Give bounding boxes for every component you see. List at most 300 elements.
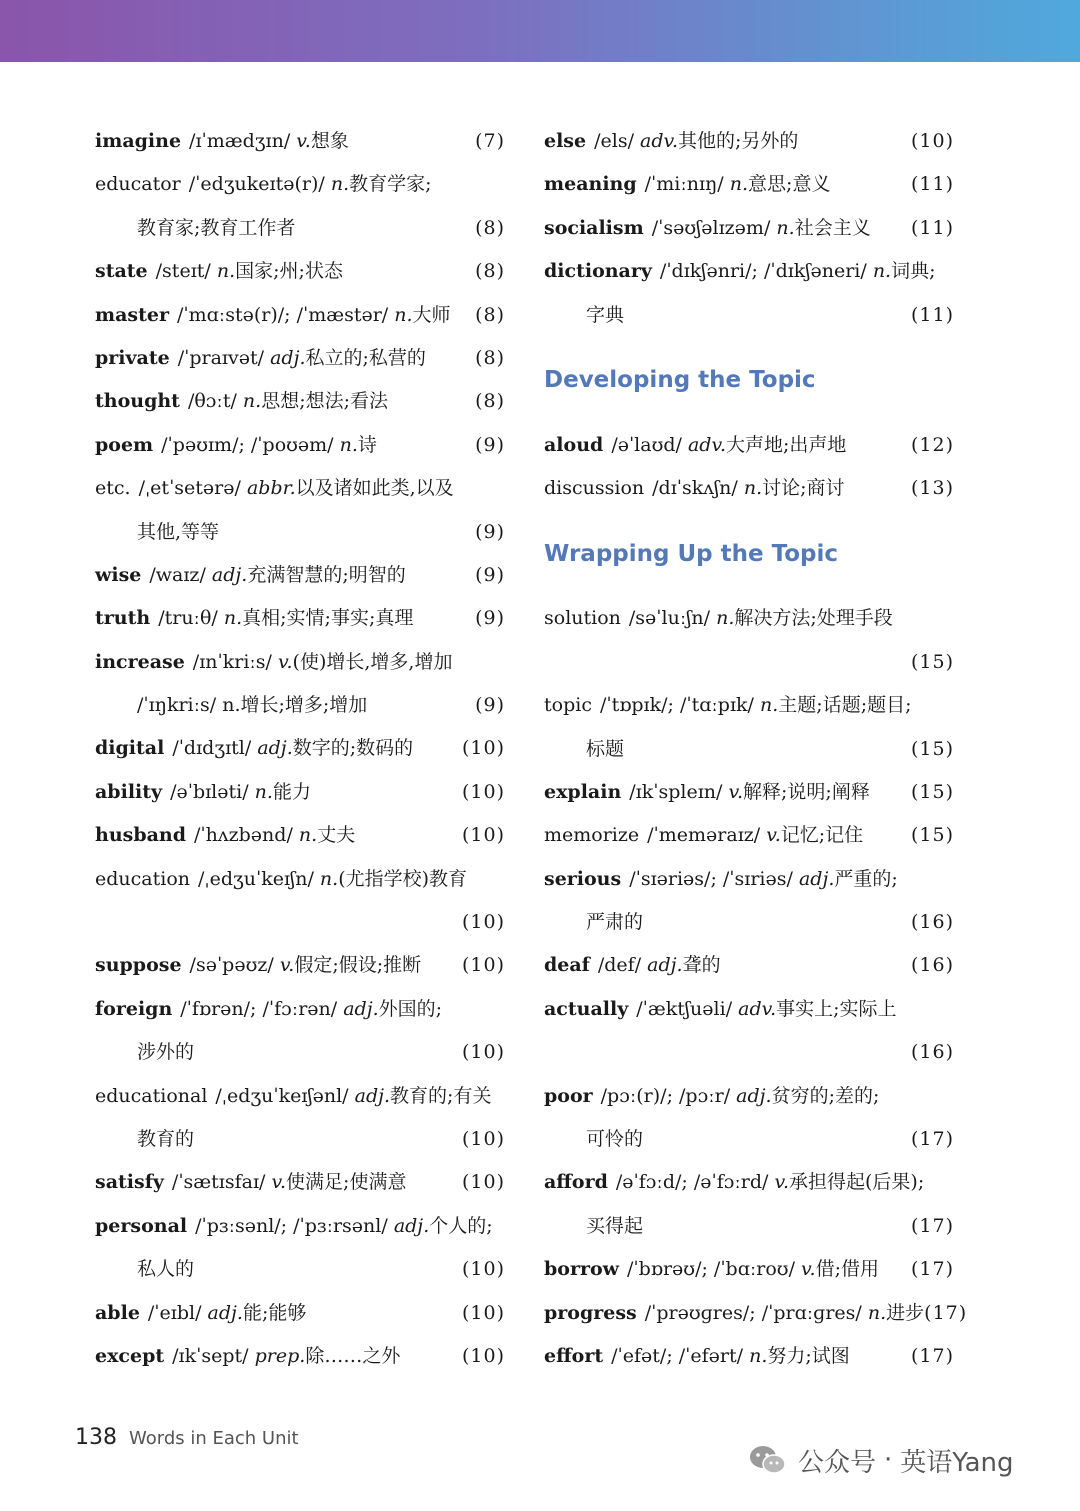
entry-content — [95, 380, 457, 423]
entry-word: imagine — [95, 130, 182, 152]
entry-page-ref: (10) — [461, 1041, 505, 1064]
entry-phonetic: /dɪˈskʌʃn/ — [652, 477, 738, 500]
entry-page-ref: (17) — [910, 1214, 954, 1237]
entry-meaning: 大声地;出声地 — [726, 433, 847, 456]
entry-content — [95, 120, 457, 163]
entry-content — [544, 250, 936, 293]
entry-page-ref: (11) — [910, 303, 954, 326]
entry-word: suppose — [95, 954, 182, 977]
entry-pos: n. — [867, 1301, 887, 1324]
entry-page-ref: (17) — [910, 1344, 954, 1367]
entry-content — [95, 163, 457, 206]
continuation-text: 私人的 — [137, 1258, 195, 1281]
entry-pos: n. — [729, 173, 749, 196]
vocab-entry — [544, 1161, 954, 1204]
entry-phonetic: /ˈmiːnɪŋ/ — [644, 173, 724, 196]
vocab-entry — [544, 1292, 968, 1335]
entry-phonetic: /ˈbɒrəʊ/; /ˈbɑːroʊ/ — [627, 1258, 795, 1281]
entry-content — [95, 988, 457, 1031]
entry-word: digital — [95, 737, 165, 760]
right-column — [544, 120, 968, 1378]
entry-page-ref: (8) — [475, 390, 505, 413]
entry-word: state — [95, 260, 148, 283]
entry-pos: n. — [776, 216, 795, 239]
entry-meaning: 诗 — [357, 433, 377, 456]
entry-meaning: 以及诸如此类,以及 — [295, 477, 454, 500]
entry-word: effort — [544, 1344, 604, 1367]
entry-phonetic: /səˈpəʊz/ — [189, 954, 274, 977]
entry-meaning: 私立的;私营的 — [305, 346, 426, 369]
vocab-entry — [95, 814, 505, 857]
entry-pos: n. — [254, 780, 273, 803]
entry-content — [544, 1292, 924, 1335]
vocab-entry — [95, 120, 505, 163]
entry-phonetic: /ˈpɜːsənl/; /ˈpɜːrsənl/ — [195, 1214, 388, 1237]
entry-pos: n. — [749, 1344, 768, 1367]
entry-content — [95, 858, 467, 901]
entry-page-ref: (15) — [910, 650, 954, 673]
entry-pos: v. — [296, 130, 311, 152]
entry-page-ref: (10) — [910, 130, 954, 152]
entry-content — [95, 424, 457, 467]
entry-word: meaning — [544, 173, 637, 196]
vocab-entry — [95, 337, 505, 380]
entry-content — [544, 1248, 906, 1291]
entry-word: foreign — [95, 997, 173, 1020]
entry-phonetic: /truːθ/ — [158, 607, 218, 630]
vocab-entry — [95, 988, 505, 1031]
vocab-entry — [544, 120, 954, 163]
entry-word: memorize — [544, 824, 640, 847]
page-number: 138 — [75, 1425, 117, 1450]
entry-phonetic: /ˈsætɪsfaɪ/ — [171, 1171, 266, 1194]
entry-phonetic: /ˌedʒuˈkeɪʃənl/ — [215, 1084, 349, 1107]
entry-content — [95, 597, 457, 640]
entry-content — [544, 988, 906, 1031]
entry-page-ref: (10) — [461, 737, 505, 760]
entry-phonetic: /ˈmɑːstə(r)/; /ˈmæstər/ — [177, 303, 389, 326]
entry-pos: n. — [330, 173, 350, 196]
entry-meaning: 社会主义 — [794, 216, 871, 239]
entry-pos: n. — [716, 607, 735, 630]
entry-phonetic: /ˈæktʃuəli/ — [636, 997, 733, 1020]
continuation-text: 字典 — [586, 303, 625, 326]
vocab-entry — [544, 1335, 954, 1378]
vocab-entry — [544, 163, 954, 206]
entry-meaning: 想象 — [310, 130, 349, 152]
entry-pos: v. — [728, 780, 744, 803]
continuation-text: 标题 — [586, 737, 625, 760]
watermark — [748, 1440, 1014, 1480]
vocab-entry — [95, 1075, 505, 1118]
entry-phonetic: /ˈpraɪvət/ — [177, 346, 265, 369]
entry-meaning: 解释;说明;阐释 — [743, 780, 870, 803]
entry-page-ref: (10) — [461, 1258, 505, 1281]
entry-content — [544, 944, 906, 987]
vocab-entry — [544, 250, 954, 293]
entry-page-ref: (10) — [461, 780, 505, 803]
entry-page-ref: (17) — [910, 1258, 954, 1281]
vocab-entry-continuation — [95, 901, 505, 944]
entry-meaning: 事实上;实际上 — [776, 997, 897, 1020]
entry-word: actually — [544, 997, 629, 1020]
vocab-entry-continuation — [95, 684, 505, 727]
entry-phonetic: /ˈmeməraɪz/ — [647, 824, 761, 847]
vocab-entry — [95, 424, 505, 467]
entry-pos: adj. — [207, 1301, 243, 1324]
entry-page-ref: (16) — [910, 911, 954, 934]
entry-word: socialism — [544, 216, 644, 239]
entry-page-ref: (9) — [475, 563, 505, 586]
entry-meaning: 承担得起(后果); — [789, 1171, 925, 1194]
entry-pos: v. — [279, 954, 295, 977]
vocab-entry-continuation — [544, 728, 954, 771]
entry-pos: n. — [339, 433, 358, 456]
entry-word: personal — [95, 1214, 188, 1237]
entry-phonetic: /əˈbɪləti/ — [170, 780, 249, 803]
entry-meaning: 主题;话题;题目; — [778, 694, 912, 717]
entry-meaning: 教育的;有关 — [390, 1084, 492, 1107]
section-heading-wrapping: Wrapping Up the Topic — [544, 540, 839, 567]
entry-page-ref: (10) — [461, 1301, 505, 1324]
vocab-entry — [544, 207, 954, 250]
vocab-entry — [544, 771, 954, 814]
footer-section-title: Words in Each Unit — [129, 1428, 299, 1449]
entry-page-ref: (8) — [475, 216, 505, 239]
entry-phonetic: /def/ — [597, 954, 642, 977]
entry-phonetic: /ˈhʌzbənd/ — [194, 824, 293, 847]
entry-page-ref: (11) — [910, 216, 954, 239]
entry-meaning: 假定;假设;推断 — [294, 954, 422, 977]
entry-pos: n. — [216, 260, 236, 283]
entry-word: aloud — [544, 433, 604, 456]
entry-content — [544, 424, 906, 467]
entry-word: else — [544, 130, 587, 152]
entry-phonetic: /ˈeɪbl/ — [147, 1301, 202, 1324]
entry-word: afford — [544, 1171, 608, 1194]
entry-meaning: (使)增长,增多,增加 — [292, 650, 453, 673]
entry-content — [544, 1075, 906, 1118]
entry-phonetic: /əˈlaʊd/ — [611, 433, 682, 456]
entry-page-ref: (10) — [461, 911, 505, 934]
entry-content — [544, 771, 906, 814]
continuation-text: /ˈɪŋkriːs/ n.增长;增多;增加 — [137, 694, 368, 717]
vocab-entry — [95, 597, 505, 640]
entry-meaning: 解决方法;处理手段 — [734, 607, 893, 630]
entry-meaning: 思想;想法;看法 — [261, 390, 389, 413]
entry-pos: adj. — [354, 1084, 391, 1107]
entry-content — [95, 814, 457, 857]
entry-phonetic: /pɔː(r)/; /pɔːr/ — [600, 1084, 731, 1107]
vocab-entry — [544, 684, 954, 727]
entry-word: husband — [95, 824, 187, 847]
entry-pos: adj. — [211, 563, 248, 586]
entry-page-ref: (16) — [910, 1041, 954, 1064]
entry-phonetic: /ˈefət/; /ˈefərt/ — [611, 1344, 744, 1367]
entry-meaning: 聋的 — [682, 954, 721, 977]
entry-word: topic — [544, 694, 592, 717]
entry-meaning: 除……之外 — [305, 1344, 401, 1367]
entry-phonetic: /ɪkˈsept/ — [172, 1344, 249, 1367]
entry-phonetic: /steɪt/ — [155, 260, 211, 283]
entry-word: poem — [95, 433, 154, 456]
entry-meaning: 其他的;另外的 — [678, 130, 799, 152]
entry-meaning: 国家;州;状态 — [235, 260, 343, 283]
vocab-entry — [544, 944, 954, 987]
vocab-entry-continuation — [544, 1118, 954, 1161]
entry-word: explain — [544, 780, 622, 803]
entry-meaning: 数字的;数码的 — [292, 737, 414, 760]
entry-content — [544, 858, 906, 901]
entry-word: able — [95, 1301, 140, 1324]
entry-phonetic: /ɪnˈkriːs/ — [192, 650, 272, 673]
entry-word: ability — [95, 780, 163, 803]
entry-page-ref: (8) — [475, 260, 505, 283]
vocab-entry — [95, 467, 505, 510]
vocab-entry — [95, 858, 505, 901]
entry-phonetic: /ˈprəʊɡres/; /ˈprɑːɡres/ — [644, 1301, 862, 1324]
entry-page-ref: (17) — [910, 1128, 954, 1151]
entry-pos: adv. — [687, 433, 726, 456]
entry-pos: v. — [774, 1171, 789, 1194]
entry-pos: adj. — [798, 867, 835, 890]
entry-content — [95, 1161, 457, 1204]
entry-content — [544, 597, 906, 640]
entry-phonetic: /ˈsəʊʃəlɪzəm/ — [651, 216, 771, 239]
entry-pos: n. — [223, 607, 243, 630]
entry-pos: v. — [271, 1171, 287, 1194]
entry-meaning: 个人的; — [429, 1214, 493, 1237]
entry-content — [544, 163, 906, 206]
entry-phonetic: /ˈpəʊɪm/; /ˈpoʊəm/ — [161, 433, 334, 456]
entry-page-ref: (10) — [461, 1344, 505, 1367]
entry-word: serious — [544, 867, 622, 890]
entry-word: poor — [544, 1084, 593, 1107]
watermark-dot: · — [884, 1445, 893, 1475]
entry-phonetic: /ˈfɒrən/; /ˈfɔːrən/ — [180, 997, 338, 1020]
entry-page-ref: (11) — [910, 173, 954, 196]
vocab-entry-continuation — [95, 1031, 505, 1074]
entry-content — [95, 727, 457, 770]
entry-page-ref: (13) — [910, 477, 954, 500]
entry-pos: v. — [766, 824, 781, 847]
entry-word: except — [95, 1344, 165, 1367]
entry-page-ref: (9) — [475, 607, 505, 630]
entry-pos: prep. — [254, 1344, 306, 1367]
entry-word: dictionary — [544, 260, 652, 283]
watermark-label: 公众号 — [798, 1447, 877, 1478]
vocab-entry — [95, 1335, 505, 1378]
entry-word: truth — [95, 607, 151, 630]
entry-content — [95, 250, 457, 293]
continuation-text: 教育家;教育工作者 — [137, 216, 296, 239]
entry-content — [95, 1075, 491, 1118]
entry-meaning: 借;借用 — [815, 1258, 879, 1281]
entry-phonetic: /ˈtɒpɪk/; /ˈtɑːpɪk/ — [599, 694, 754, 717]
entry-meaning: 讨论;商讨 — [762, 477, 845, 500]
vocab-entry — [544, 1075, 954, 1118]
entry-word: progress — [544, 1301, 637, 1324]
vocab-entry — [95, 944, 505, 987]
entry-word: thought — [95, 390, 180, 413]
entry-pos: v. — [278, 650, 293, 673]
vocab-entry-continuation — [95, 1248, 505, 1291]
entry-word: discussion — [544, 477, 645, 500]
entry-page-ref: (15) — [910, 824, 954, 847]
watermark-account: 英语Yang — [900, 1447, 1014, 1478]
vocab-entry — [544, 424, 954, 467]
entry-content — [95, 641, 457, 684]
entry-content — [544, 814, 906, 857]
entry-content — [95, 294, 457, 337]
entry-meaning: 使满足;使满意 — [286, 1171, 407, 1194]
entry-phonetic: /əˈfɔːd/; /əˈfɔːrd/ — [615, 1171, 769, 1194]
entry-word: wise — [95, 563, 142, 586]
continuation-text: 其他,等等 — [137, 520, 220, 543]
entry-word: deaf — [544, 954, 590, 977]
vocab-entry — [95, 250, 505, 293]
entry-phonetic: /ˌedʒuˈkeɪʃn/ — [198, 867, 314, 890]
entry-content — [95, 1292, 457, 1335]
entry-phonetic: /θɔːt/ — [187, 390, 237, 413]
entry-meaning: 能力 — [272, 780, 311, 803]
entry-content — [544, 1161, 924, 1204]
entry-meaning: 外国的; — [378, 997, 443, 1020]
entry-word: private — [95, 346, 170, 369]
entry-phonetic: /waɪz/ — [149, 563, 206, 586]
vocab-entry-continuation — [544, 641, 954, 684]
entry-phonetic: /ˈedʒukeɪtə(r)/ — [188, 173, 325, 196]
vocab-entry — [544, 858, 954, 901]
entry-phonetic: /ˈdɪdʒɪtl/ — [172, 737, 252, 760]
entry-pos: adv. — [738, 997, 777, 1020]
entry-meaning: (尤指学校)教育 — [338, 867, 468, 890]
vocab-entry — [95, 380, 505, 423]
entry-page-ref: (9) — [475, 520, 505, 543]
entry-content — [95, 554, 457, 597]
entry-pos: adj. — [343, 997, 379, 1020]
vocab-entry — [544, 597, 954, 640]
entry-content — [95, 944, 457, 987]
entry-page-ref: (10) — [461, 1127, 505, 1150]
vocab-entry — [95, 727, 505, 770]
entry-pos: n. — [298, 824, 318, 847]
entry-pos: n. — [743, 477, 763, 500]
vocab-entry-continuation — [544, 901, 954, 944]
entry-meaning: 充满智慧的;明智的 — [247, 563, 406, 586]
entry-pos: adj. — [257, 737, 293, 760]
entry-word: borrow — [544, 1258, 620, 1281]
entry-phonetic: /ˈdɪkʃənri/; /ˈdɪkʃəneri/ — [659, 260, 867, 283]
entry-phonetic: /ɪˈmædʒɪn/ — [189, 130, 291, 152]
entry-pos: n. — [394, 303, 413, 326]
entry-content — [95, 1205, 493, 1248]
entry-page-ref: (15) — [910, 780, 954, 803]
vocab-entry — [95, 1161, 505, 1204]
entry-meaning: 丈夫 — [317, 824, 356, 847]
left-column — [95, 120, 505, 1378]
vocab-entry-continuation — [544, 1205, 954, 1248]
vocab-entry-continuation — [95, 207, 505, 250]
entry-phonetic: /ˈsɪəriəs/; /ˈsɪriəs/ — [629, 867, 793, 890]
entry-content — [95, 771, 457, 814]
entry-pos: n. — [760, 694, 779, 717]
entry-pos: n. — [872, 260, 892, 283]
entry-page-ref: (8) — [475, 346, 505, 369]
entry-word: solution — [544, 607, 621, 630]
entry-page-ref: (7) — [475, 130, 505, 152]
entry-content — [95, 337, 457, 380]
vocab-entry-continuation — [544, 1031, 954, 1074]
vocab-entry-continuation — [544, 294, 954, 337]
entry-meaning: 教育学家; — [349, 173, 432, 196]
entry-page-ref: (15) — [910, 737, 954, 760]
entry-pos: abbr. — [246, 477, 296, 500]
section-heading-developing: Developing the Topic — [544, 367, 816, 394]
entry-meaning: 严重的; — [834, 867, 898, 890]
top-gradient-band — [0, 0, 1080, 62]
entry-phonetic: /ɪkˈspleɪn/ — [629, 780, 723, 803]
entry-page-ref: (10) — [461, 1171, 505, 1194]
entry-word: etc. — [95, 477, 131, 500]
vocab-entry — [95, 771, 505, 814]
entry-pos: adv. — [640, 130, 679, 152]
entry-pos: n. — [242, 390, 262, 413]
vocab-entry — [95, 1205, 505, 1248]
right-block-2 — [544, 424, 954, 511]
entry-word: master — [95, 303, 169, 326]
vocab-entry — [95, 163, 505, 206]
entry-pos: adj. — [270, 346, 306, 369]
entry-page-ref: (12) — [910, 433, 954, 456]
entry-page-ref: (9) — [475, 694, 505, 717]
vocab-entry — [95, 294, 505, 337]
entry-meaning: 大师 — [412, 303, 451, 326]
entry-word: educational — [95, 1084, 208, 1107]
entry-meaning: 词典; — [891, 260, 936, 283]
entry-phonetic: /els/ — [594, 130, 634, 152]
vocab-entry — [95, 554, 505, 597]
entry-page-ref: (10) — [461, 954, 505, 977]
vocab-entry — [95, 1292, 505, 1335]
entry-page-ref: (17) — [924, 1301, 968, 1324]
entry-word: educator — [95, 173, 181, 196]
vocab-entry-continuation — [95, 511, 505, 554]
entry-content — [95, 1335, 457, 1378]
entry-meaning: 意思;意义 — [748, 173, 831, 196]
entry-phonetic: /ˌetˈsetərə/ — [138, 477, 241, 500]
entry-meaning: 记忆;记住 — [780, 824, 864, 847]
right-block-1 — [544, 120, 954, 337]
entry-content — [544, 1335, 906, 1378]
entry-content — [544, 684, 912, 727]
continuation-text: 教育的 — [137, 1127, 195, 1150]
wechat-icon — [748, 1444, 788, 1476]
entry-word: satisfy — [95, 1171, 164, 1194]
entry-pos: adj. — [393, 1214, 430, 1237]
entry-word: education — [95, 867, 190, 890]
vocab-entry — [544, 988, 954, 1031]
vocab-entry — [544, 467, 954, 510]
entry-meaning: 真相;实情;事实;真理 — [242, 607, 414, 630]
entry-page-ref: (9) — [475, 433, 505, 456]
entry-word: increase — [95, 650, 185, 673]
entry-page-ref: (10) — [461, 824, 505, 847]
entry-page-ref: (8) — [475, 303, 505, 326]
entry-pos: v. — [801, 1258, 816, 1281]
entry-meaning: 进步 — [886, 1301, 925, 1324]
continuation-text: 可怜的 — [586, 1128, 644, 1151]
